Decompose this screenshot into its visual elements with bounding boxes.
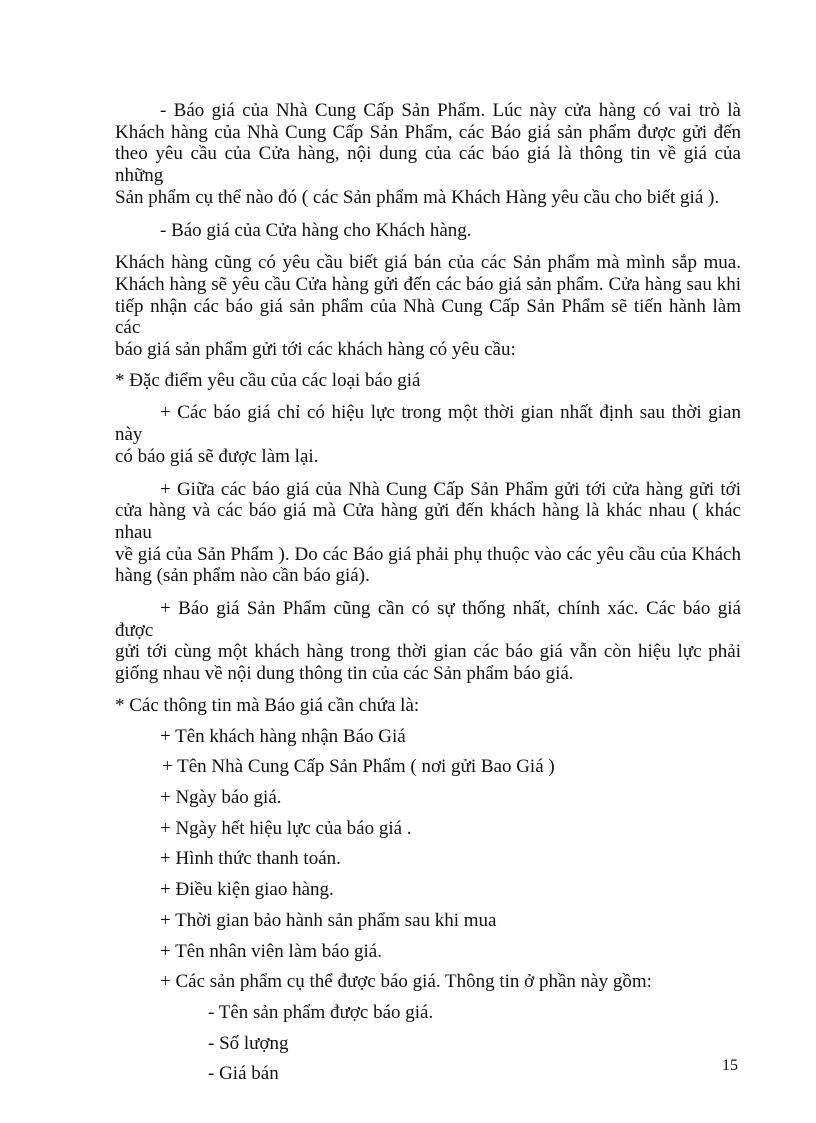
list-item: + Điều kiện giao hàng. [160,879,334,901]
page-number: 15 [722,1057,738,1074]
text-line: theo yêu cầu của Cửa hàng, nội dung của các báo giá là thông tin về giá của những [115,143,741,187]
text-line: + Các báo giá chỉ có hiệu lực trong một thời gian nhất định sau thời gian này [115,402,741,446]
text-line: giống nhau về nội dung thông tin của các Sản phẩm báo giá. [115,663,574,685]
heading-quote-contents: * Các thông tin mà Báo giá cần chứa là: [115,694,420,716]
list-item: + Hình thức thanh toán. [160,848,341,870]
sub-list-item: - Giá bán [208,1063,279,1085]
text-line: Khách hàng cũng có yêu cầu biết giá bán của các Sản phẩm mà mình sắp mua. [115,252,741,274]
text-line: hàng (sản phẩm nào cần báo giá). [115,565,370,587]
list-item: + Ngày báo giá. [160,786,282,808]
text-line: cửa hàng và các báo giá mà Cửa hàng gửi đến khách hàng là khác nhau ( khác nhau [115,500,741,543]
heading-quote-characteristics: * Đặc điểm yêu cầu của các loại báo giá [115,369,421,391]
text-line: Khách hàng sẽ yêu cầu Cửa hàng gửi đến các báo giá sản phẩm. Cửa hàng sau khi [115,273,741,295]
paragraph-validity [115,402,741,467]
paragraph-store-quote-heading: - Báo giá của Cửa hàng cho Khách hàng. [160,219,472,241]
text-line: Khách hàng của Nhà Cung Cấp Sản Phẩm, các Báo giá sản phẩm được gửi đến [115,121,741,143]
text-line: có báo giá sẽ được làm lại. [115,445,319,467]
product-field-list [115,1002,741,1085]
sub-list-item: - Tên sản phẩm được báo giá. [208,1001,434,1023]
text-line: tiếp nhận các báo giá sản phẩm của Nhà Cung Cấp Sản Phẩm sẽ tiến hành làm các [115,295,741,339]
page-content [115,100,741,1085]
paragraph-customer-request [115,252,741,361]
text-line: gửi tới cùng một khách hàng trong thời gian các báo giá vẫn còn hiệu lực phải [115,641,741,663]
text-line: + Báo giá Sản Phẩm cũng cần có sự thống nhất, chính xác. Các báo giá được [115,598,741,641]
text-line: về giá của Sản Phẩm ). Do các Báo giá phải phụ thuộc vào các yêu cầu của Khách [115,543,741,565]
paragraph-supplier-quote [115,100,741,209]
text-line: - Báo giá của Nhà Cung Cấp Sản Phẩm. Lúc này cửa hàng có vai trò là [160,100,741,121]
list-item: + Thời gian bảo hành sản phẩm sau khi mua [160,909,497,931]
list-item: + Tên khách hàng nhận Báo Giá [160,725,406,747]
list-item: + Tên Nhà Cung Cấp Sản Phẩm ( nơi gửi Bao Giá ) [162,756,555,778]
info-list [115,726,741,993]
list-item: + Các sản phẩm cụ thể được báo giá. Thông tin ở phần này gồm: [160,971,652,993]
text-line: + Giữa các báo giá của Nhà Cung Cấp Sản Phẩm gửi tới cửa hàng gửi tới [160,478,741,500]
list-item: + Ngày hết hiệu lực của báo giá . [160,817,412,839]
paragraph-difference [115,479,741,588]
text-line: báo giá sản phẩm gửi tới các khách hàng có yêu cầu: [115,339,516,361]
list-item: + Tên nhân viên làm báo giá. [160,940,382,962]
paragraph-consistency [115,598,741,685]
sub-list-item: - Số lượng [208,1032,289,1054]
text-line: Sản phẩm cụ thể nào đó ( các Sản phẩm mà Khách Hàng yêu cầu cho biết giá ). [115,186,720,208]
